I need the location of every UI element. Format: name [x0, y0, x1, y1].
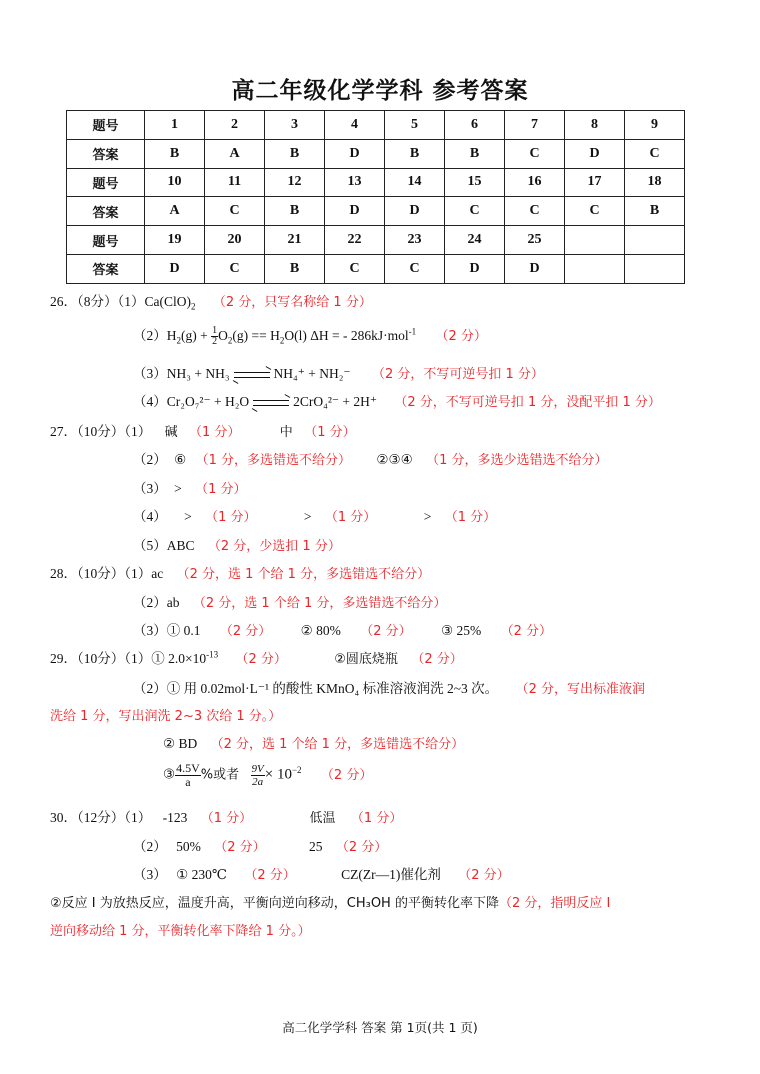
row-header: 题号	[67, 168, 145, 197]
q27-p3-a: >	[174, 481, 182, 496]
q30-p3-a: ① 230℃	[176, 867, 227, 882]
q27-p3-label: （3）	[133, 481, 167, 496]
q28-part1	[50, 562, 430, 582]
q26-number: 26．（8分）	[50, 294, 118, 309]
table-cell: B	[265, 139, 325, 168]
q29-p3-frac-den: a	[185, 775, 191, 789]
table-cell: A	[205, 139, 265, 168]
q26-p1-formula: Ca(ClO)	[144, 294, 191, 309]
q26-p4-right: 2CrO₄²⁻ + 2H⁺	[293, 394, 378, 409]
q26-part2	[133, 324, 487, 347]
table-cell: B	[265, 197, 325, 226]
q29-p2-label: （2）	[133, 681, 167, 696]
q26-p2-a-sub: 2	[176, 335, 181, 346]
q28-number: 28．（10分）	[50, 566, 125, 581]
q30-part1	[50, 806, 402, 826]
q26-p4-note: （2 分，不写可逆号扣 1 分，没配平扣 1 分）	[394, 395, 661, 410]
q28-p3-c-note: （2 分）	[500, 624, 553, 639]
q27-p1-label: （1）	[124, 424, 152, 439]
page-footer: 高二化学学科 答案 第 1页(共 1 页)	[282, 1020, 478, 1035]
table-cell: 17	[565, 168, 625, 197]
q29-part3	[163, 762, 372, 789]
table-row	[67, 226, 685, 255]
q29-p3-mid: %或者	[200, 767, 240, 783]
table-cell: 3	[265, 111, 325, 140]
table-cell: D	[325, 139, 385, 168]
q30-p2-b-note: （2 分）	[335, 840, 388, 855]
q30-p4-note-line1: （2 分，指明反应 I	[498, 896, 611, 911]
q27-part3	[133, 477, 247, 497]
q26-p4-label: （4）	[133, 394, 167, 409]
page-title: 高二年级化学学科 参考答案	[231, 77, 529, 104]
table-row	[67, 197, 685, 226]
table-cell: A	[145, 197, 205, 226]
row-header: 答案	[67, 139, 145, 168]
q26-p3-right: NH₄⁺ + NH₂⁻	[273, 366, 351, 381]
table-cell: 10	[145, 168, 205, 197]
q26-p4-left: Cr₂O₇²⁻ + H₂O	[166, 394, 250, 409]
table-cell: B	[265, 254, 325, 283]
q28-p3-c: ③ 25%	[441, 623, 482, 638]
q29-p1-a: ① 2.0×10	[151, 651, 207, 666]
q29-p1-a-sup: -13	[206, 649, 219, 660]
table-cell	[565, 226, 625, 255]
table-cell: 16	[505, 168, 565, 197]
table-cell	[625, 226, 685, 255]
table-cell: 20	[205, 226, 265, 255]
q30-p2-label: （2）	[133, 839, 167, 854]
q26-p1-note: （2 分，只写名称给 1 分）	[212, 295, 372, 310]
q27-p4-b-note: （1 分）	[324, 510, 377, 525]
table-cell: C	[625, 139, 685, 168]
q30-part3	[133, 863, 510, 883]
table-cell: 1	[145, 111, 205, 140]
q27-number: 27．（10分）	[50, 424, 125, 439]
q29-p1-b-note: （2 分）	[411, 652, 463, 667]
q29-p2-text: ① 用 0.02mol·L⁻¹ 的酸性 KMnO₄ 标准溶液润洗 2~3 次。	[166, 681, 499, 696]
q28-p2-label: （2）	[133, 595, 167, 610]
reversible-arrow-icon	[234, 371, 270, 379]
row-header: 答案	[67, 197, 145, 226]
q29-p3-frac2-num: 9V	[251, 763, 264, 775]
q28-p3-a: ① 0.1	[166, 623, 201, 638]
q27-p2-a-note: （1 分，多选错选不给分）	[195, 453, 352, 468]
table-cell: 22	[325, 226, 385, 255]
table-row	[67, 139, 685, 168]
table-cell: 8	[565, 111, 625, 140]
q27-part5	[133, 534, 341, 554]
q29-p3-tail-sup: −2	[291, 765, 302, 776]
table-cell: D	[565, 139, 625, 168]
q29-p1-b: ②圆底烧瓶	[334, 652, 398, 667]
table-cell: D	[505, 254, 565, 283]
q29-p1-label: （1）	[124, 651, 152, 666]
table-cell: 4	[325, 111, 385, 140]
q28-p1-note: （2 分，选 1 个给 1 分，多选错选不给分）	[176, 567, 431, 582]
q28-p1-a: ac	[151, 566, 164, 581]
q27-p5-a: ABC	[166, 538, 195, 553]
q30-part4	[50, 892, 610, 911]
q26-p2-d-sub: 2	[279, 335, 285, 346]
q26-p2-c: O	[218, 328, 228, 343]
q27-p4-c-note: （1 分）	[444, 510, 497, 525]
q29-p3-tail: × 10	[264, 766, 292, 783]
q29-p3-fraction	[175, 762, 201, 789]
q29-p3-frac-num: 4.5V	[176, 761, 200, 775]
table-cell: B	[625, 197, 685, 226]
row-header: 题号	[67, 226, 145, 255]
table-cell: B	[445, 139, 505, 168]
q29-p1-a-note: （2 分）	[235, 652, 287, 667]
table-cell: C	[505, 197, 565, 226]
q29-p3-circle: ③	[163, 766, 176, 782]
table-cell: 24	[445, 226, 505, 255]
table-cell: 11	[205, 168, 265, 197]
q30-p2-b: 25	[309, 839, 323, 854]
table-cell: 2	[205, 111, 265, 140]
q27-p1-b: 中	[279, 425, 293, 440]
q30-p3-b-note: （2 分）	[458, 868, 510, 883]
q29-part2	[133, 677, 645, 697]
q30-number: 30．（12分）	[50, 810, 125, 825]
q26-p2-a: H	[166, 328, 177, 343]
q27-part2	[133, 448, 607, 468]
q28-p3-label: （3）	[133, 623, 167, 638]
q30-p1-label: （1）	[124, 810, 152, 825]
table-row	[67, 168, 685, 197]
q26-p2-c-sub: 2	[227, 335, 233, 346]
q27-p4-c: >	[423, 509, 432, 524]
q30-p2-a: 50%	[176, 839, 201, 854]
q30-part4-cont	[50, 920, 311, 939]
table-cell: 18	[625, 168, 685, 197]
table-cell: 6	[445, 111, 505, 140]
table-cell: 5	[385, 111, 445, 140]
q29-part2b	[163, 733, 464, 752]
q27-p3-note: （1 分）	[195, 482, 247, 497]
table-cell: 25	[505, 226, 565, 255]
q28-part3	[133, 619, 552, 639]
table-cell: 7	[505, 111, 565, 140]
table-cell: C	[385, 254, 445, 283]
q26-p1-label: （1）	[117, 294, 145, 309]
q27-p2-a: ⑥	[174, 452, 187, 467]
q28-p3-b-note: （2 分）	[360, 624, 412, 639]
q29-p2-note-line2: 洗给 1 分，写出润洗 2~3 次给 1 分。）	[50, 709, 282, 724]
q28-part2	[133, 591, 446, 611]
table-cell: C	[205, 254, 265, 283]
q26-part1	[50, 290, 372, 312]
table-cell: D	[445, 254, 505, 283]
q30-part2	[133, 835, 387, 855]
table-cell: 9	[625, 111, 685, 140]
table-cell: 14	[385, 168, 445, 197]
table-row	[67, 254, 685, 283]
table-cell	[565, 254, 625, 283]
q29-part2-cont	[50, 705, 281, 724]
table-cell: C	[565, 197, 625, 226]
q30-p4-text: ②反应 I 为放热反应，温度升高，平衡向逆向移动，CH₃OH 的平衡转化率下降	[50, 896, 499, 911]
table-cell: 21	[265, 226, 325, 255]
q28-p2-a: ab	[166, 595, 180, 610]
q27-part1	[50, 420, 356, 440]
q27-p5-note: （2 分，少选扣 1 分）	[207, 539, 341, 554]
q26-p2-frac-num: 1	[212, 325, 218, 337]
q27-p4-label: （4）	[133, 509, 167, 524]
q29-p2-note-line1: （2 分，写出标准液润	[515, 682, 645, 697]
row-header: 答案	[67, 254, 145, 283]
q26-p2-frac-den: 2	[212, 336, 218, 348]
table-cell: 23	[385, 226, 445, 255]
q27-p2-label: （2）	[133, 452, 167, 467]
q30-p3-a-note: （2 分）	[244, 868, 296, 883]
q29-number: 29．（10分）	[50, 651, 125, 666]
q30-p1-a: -123	[162, 810, 188, 825]
reversible-arrow-icon	[253, 399, 289, 407]
q26-p2-d: (g) == H	[232, 328, 280, 343]
q27-part4	[133, 505, 496, 525]
q27-p4-a-note: （1 分）	[205, 510, 257, 525]
q30-p1-b: 低温	[309, 811, 336, 826]
q30-p2-a-note: （2 分）	[214, 840, 266, 855]
table-row	[67, 111, 685, 140]
q26-p3-note: （2 分，不写可逆号扣 1 分）	[371, 367, 544, 382]
q29-part1	[50, 647, 463, 667]
q26-p2-e-sup: -1	[408, 326, 417, 337]
table-cell	[625, 254, 685, 283]
q27-p1-b-note: （1 分）	[304, 425, 356, 440]
q30-p1-a-note: （1 分）	[200, 811, 253, 826]
q28-p2-note: （2 分，选 1 个给 1 分，多选错选不给分）	[192, 596, 447, 611]
q28-p1-label: （1）	[124, 566, 152, 581]
q28-p3-a-note: （2 分）	[219, 624, 272, 639]
q27-p2-b: ②③④	[376, 452, 413, 467]
q26-part4	[133, 390, 661, 410]
row-header: 题号	[67, 111, 145, 140]
q26-part3	[133, 362, 544, 382]
q27-p2-b-note: （1 分，多选少选错选不给分）	[426, 453, 608, 468]
q26-p2-b: (g) +	[181, 328, 212, 343]
q30-p4-note-line2: 逆向移动给 1 分，平衡转化率下降给 1 分。）	[50, 924, 311, 939]
q27-p5-label: （5）	[133, 538, 167, 553]
table-cell: 19	[145, 226, 205, 255]
q29-p2b-text: ② BD	[163, 736, 198, 751]
q26-p2-note: （2 分）	[435, 329, 487, 344]
q29-p3-frac2-den: 2a	[252, 776, 264, 788]
q30-p3-label: （3）	[133, 867, 167, 882]
q27-p4-b: >	[303, 509, 312, 524]
q26-p2-label: （2）	[133, 328, 167, 343]
q27-p4-a: >	[184, 509, 192, 524]
table-cell: D	[325, 197, 385, 226]
q30-p1-b-note: （1 分）	[350, 811, 403, 826]
q29-p3-note: （2 分）	[320, 767, 373, 783]
table-cell: B	[145, 139, 205, 168]
table-cell: C	[445, 197, 505, 226]
answer-table	[66, 110, 685, 284]
q29-p2b-note: （2 分，选 1 个给 1 分，多选错选不给分）	[210, 737, 465, 752]
q26-p3-left: NH₃ + NH₃	[166, 366, 230, 381]
q26-p2-e: O(l) ΔH = - 286kJ·mol	[284, 328, 409, 343]
q27-p1-a-note: （1 分）	[189, 425, 241, 440]
table-cell: 15	[445, 168, 505, 197]
q26-p3-label: （3）	[133, 366, 167, 381]
table-cell: D	[145, 254, 205, 283]
q29-p3-fraction2	[251, 763, 265, 788]
table-cell: B	[385, 139, 445, 168]
table-cell: D	[385, 197, 445, 226]
table-cell: 13	[325, 168, 385, 197]
table-cell: C	[505, 139, 565, 168]
q26-p1-sub: 2	[191, 301, 196, 312]
q28-p3-b: ② 80%	[300, 623, 341, 638]
table-cell: C	[325, 254, 385, 283]
q30-p3-b: CZ(Zr—1)催化剂	[341, 867, 441, 882]
q27-p1-a: 碱	[164, 425, 178, 440]
table-cell: 12	[265, 168, 325, 197]
table-cell: C	[205, 197, 265, 226]
